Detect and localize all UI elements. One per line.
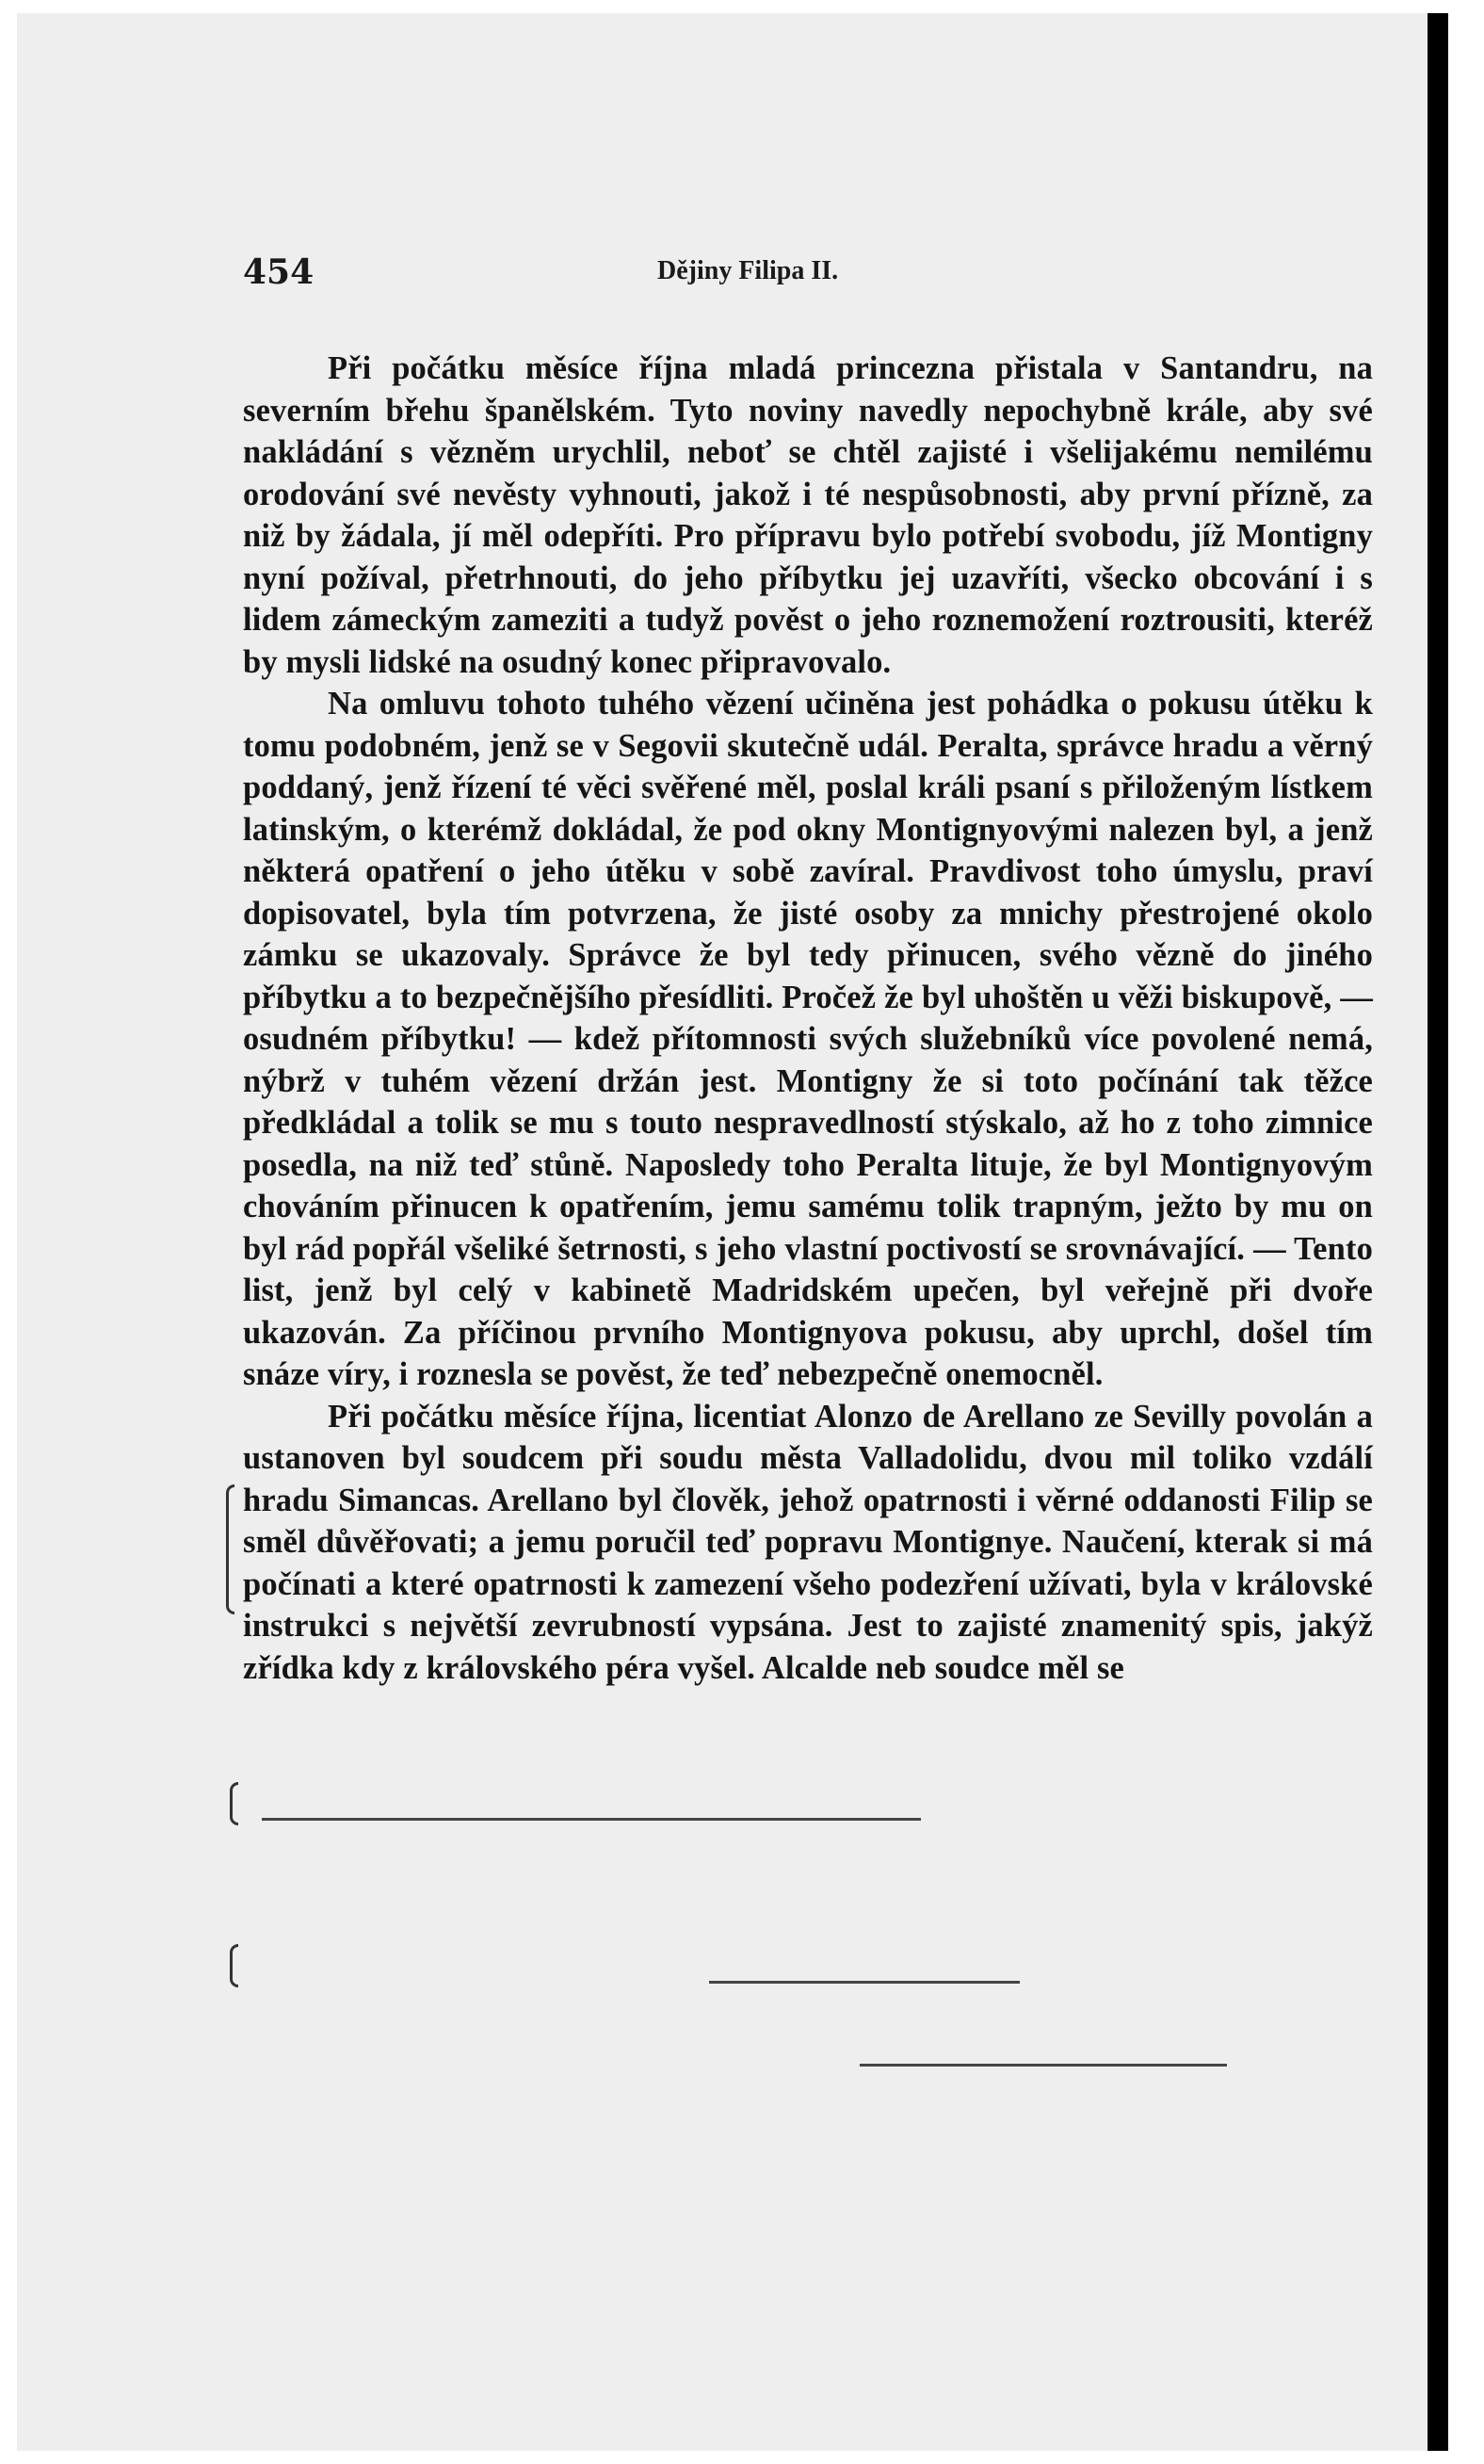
body-text [243, 348, 1373, 1689]
page-number: 454 [243, 252, 315, 292]
page-edge-shadow [1428, 13, 1448, 2451]
book-page [17, 13, 1448, 2451]
margin-bracket-mark [226, 1484, 234, 1614]
paragraph-3: Při počátku měsíce října, licentiat Alonzo de Arellano ze Sevilly povolán a ustanoven byl soudcem při soudu města Valladolidu, dvou mil toliko vzdálí hradu Simancas. Arellano byl člověk, jehož opatrnosti i věrné oddanosti Filip se směl důvěřovati; a jemu poručil teď popravu Montignye. Naučení, kterak si má počínati a které opatrnosti k zamezení všeho podezření užívati, byla v královské instrukci s největší zevrubností vypsána. Jest to zajisté znamenitý spis, jakýž zřídka kdy z královského péra vyšel. Alcalde neb soudce měl se [243, 1398, 1373, 1686]
pencil-underline-mark [860, 2064, 1227, 2067]
margin-bracket-mark [230, 1782, 238, 1825]
page-header [243, 252, 1373, 309]
margin-bracket-mark [230, 1944, 238, 1987]
paragraph-2: Na omluvu tohoto tuhého vězení učiněna jest pohádka o pokusu útěku k tomu podobném, jenž se v Segovii skutečně udál. Peralta, správce hradu a věrný poddaný, jenž řízení té věci svěřené měl, poslal králi psaní s přiloženým lístkem latinským, o kterémž dokládal, že pod okny Montignyovými nalezen byl, a jenž některá opatření o jeho útěku v sobě zavíral. Pravdivost toho úmyslu, praví dopisovatel, byla tím potvrzena, že jisté osoby za mnichy přestrojené okolo zámku se ukazovaly. Správce že byl tedy přinucen, svého vězně do jiného příbytku a to bezpečnějšího přesídliti. Pročež že byl uhoštěn u věži biskupově, — osudném příbytku! — kdež přítomnosti svých služebníků více povolené nemá, nýbrž v tuhém vězení držán jest. Montigny že si toto počínání tak těžce předkládal a tolik se mu s touto nespravedlností stýskalo, až ho z toho zimnice posedla, na niž teď stůně. Naposledy toho Peralta lituje, že byl Montignyovým chováním přinucen k opatřením, jemu samému tolik trapným, ježto by mu on byl rád popřál všeliké šetrnosti, s jeho vlastní poctivostí se srovnávající. — Tento list, jenž byl celý v kabinetě Madridském upečen, byl veřejně při dvoře ukazován. Za příčinou prvního Montignyova pokusu, aby uprchl, došel tím snáze víry, i roznesla se pověst, že teď nebezpečně onemocněl. [243, 686, 1373, 1392]
pencil-underline-mark [709, 1981, 1020, 1984]
pencil-underline-mark [262, 1818, 921, 1821]
running-head: Dějiny Filipa II. [657, 256, 839, 285]
paragraph-1: Při počátku měsíce října mladá princezna přistala v Santandru, na severním břehu španělském. Tyto noviny navedly nepochybně krále, aby své nakládání s vězněm urychlil, neboť se chtěl zajisté i všelijakému nemilému orodování své nevěsty vyhnouti, jakož i té nespůsobnosti, aby první přízně, za niž by žádala, jí měl odepříti. Pro přípravu bylo potřebí svobodu, jíž Montigny nyní požíval, přetrhnouti, do jeho příbytku jej uzavříti, všecko obcování i s lidem zámeckým zameziti a tudyž pověst o jeho roznemožení roztrousiti, kteréž by mysli lidské na osudný konec připravovalo. [243, 350, 1373, 680]
